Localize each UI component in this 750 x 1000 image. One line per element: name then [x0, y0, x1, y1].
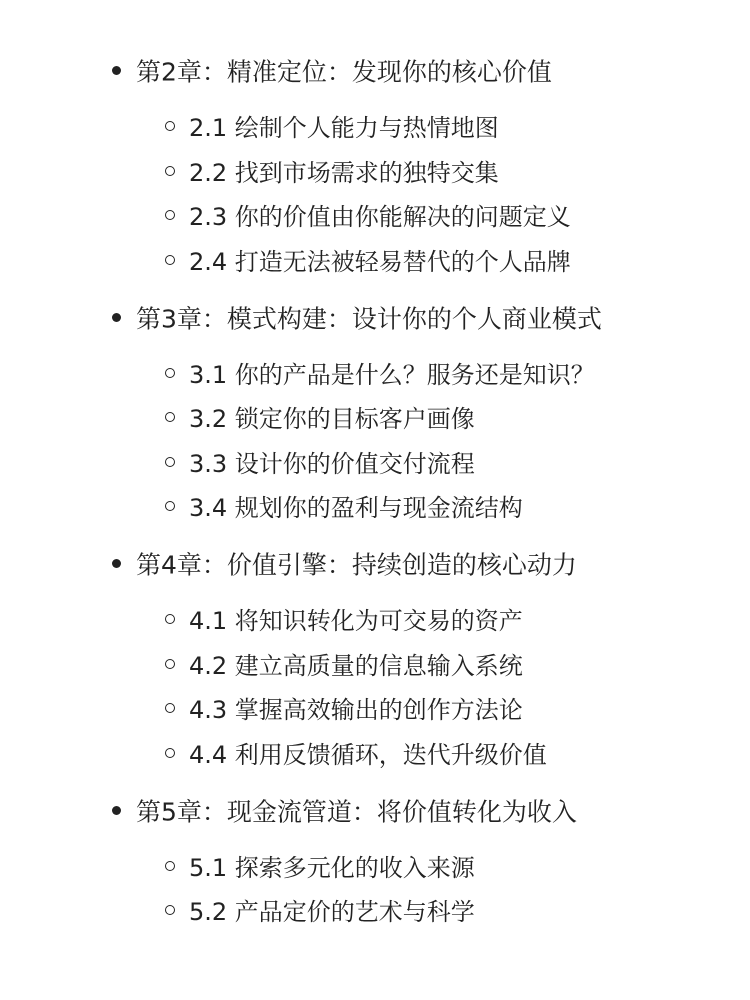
chapter-title: 第4章：价值引擎：持续创造的核心动力 — [136, 550, 577, 580]
chapter-title: 第3章：模式构建：设计你的个人商业模式 — [136, 304, 602, 334]
chapter-item — [112, 798, 577, 825]
section-title: 4.2 建立高质量的信息输入系统 — [189, 652, 523, 680]
chapter-item — [112, 305, 602, 332]
circle-bullet-icon — [165, 861, 175, 871]
circle-bullet-icon — [165, 412, 175, 422]
section-title: 5.2 产品定价的艺术与科学 — [189, 898, 475, 926]
disc-bullet-icon — [112, 313, 121, 322]
chapter-item — [112, 551, 577, 578]
circle-bullet-icon — [165, 166, 175, 176]
circle-bullet-icon — [165, 255, 175, 265]
circle-bullet-icon — [165, 121, 175, 131]
section-title: 2.2 找到市场需求的独特交集 — [189, 159, 499, 187]
section-title: 4.4 利用反馈循环，迭代升级价值 — [189, 741, 547, 769]
section-item — [165, 899, 475, 924]
section-item — [165, 495, 523, 520]
section-title: 3.2 锁定你的目标客户画像 — [189, 405, 475, 433]
section-title: 2.4 打造无法被轻易替代的个人品牌 — [189, 248, 571, 276]
section-item — [165, 697, 523, 722]
chapter-title: 第5章：现金流管道：将价值转化为收入 — [136, 797, 577, 827]
section-item — [165, 406, 475, 431]
section-item — [165, 653, 523, 678]
circle-bullet-icon — [165, 210, 175, 220]
section-item — [165, 855, 475, 880]
section-title: 3.4 规划你的盈利与现金流结构 — [189, 494, 523, 522]
circle-bullet-icon — [165, 501, 175, 511]
section-item — [165, 742, 547, 767]
circle-bullet-icon — [165, 457, 175, 467]
circle-bullet-icon — [165, 748, 175, 758]
section-item — [165, 249, 571, 274]
section-title: 2.1 绘制个人能力与热情地图 — [189, 114, 499, 142]
section-title: 5.1 探索多元化的收入来源 — [189, 854, 475, 882]
chapter-item — [112, 58, 552, 85]
section-item — [165, 115, 499, 140]
section-title: 4.1 将知识转化为可交易的资产 — [189, 607, 523, 635]
section-item — [165, 608, 523, 633]
chapter-title: 第2章：精准定位：发现你的核心价值 — [136, 57, 552, 87]
disc-bullet-icon — [112, 66, 121, 75]
section-item — [165, 362, 595, 387]
circle-bullet-icon — [165, 703, 175, 713]
section-title: 2.3 你的价值由你能解决的问题定义 — [189, 203, 571, 231]
section-title: 4.3 掌握高效输出的创作方法论 — [189, 696, 523, 724]
circle-bullet-icon — [165, 659, 175, 669]
circle-bullet-icon — [165, 368, 175, 378]
circle-bullet-icon — [165, 614, 175, 624]
circle-bullet-icon — [165, 905, 175, 915]
section-title: 3.1 你的产品是什么？服务还是知识？ — [189, 361, 595, 389]
disc-bullet-icon — [112, 806, 121, 815]
section-item — [165, 204, 571, 229]
disc-bullet-icon — [112, 559, 121, 568]
section-title: 3.3 设计你的价值交付流程 — [189, 450, 475, 478]
section-item — [165, 160, 499, 185]
section-item — [165, 451, 475, 476]
